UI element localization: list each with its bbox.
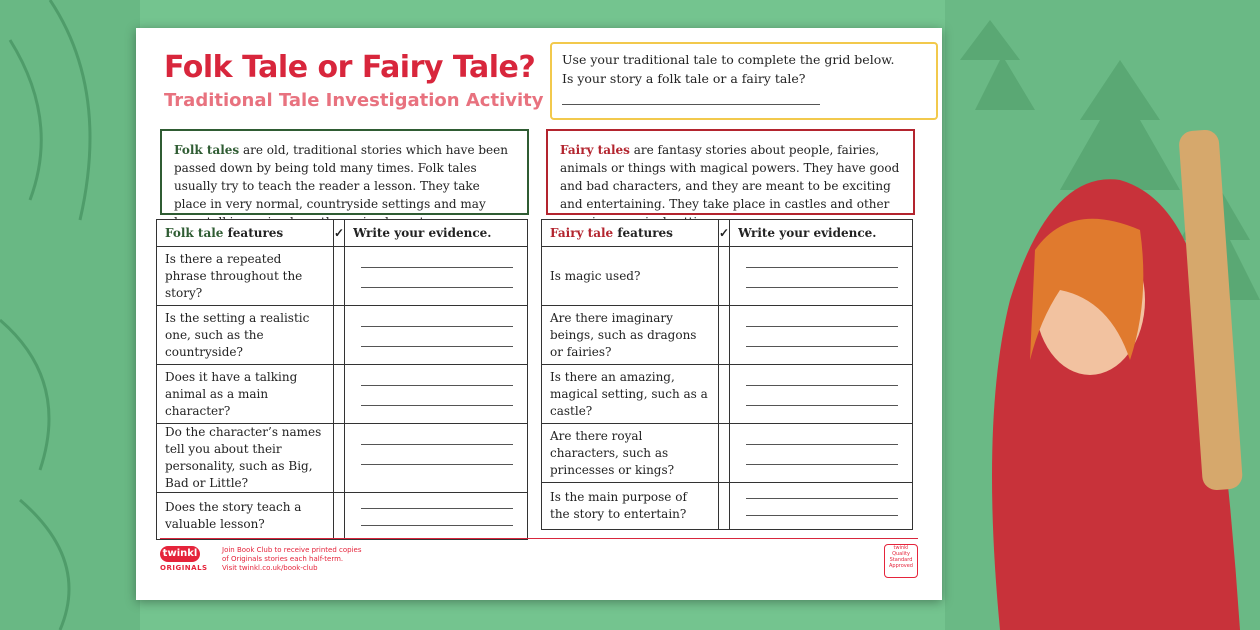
- tick-cell[interactable]: [719, 306, 730, 365]
- table-row: Is magic used?: [542, 247, 913, 306]
- fairy-tale-definition: [546, 129, 915, 215]
- evidence-cell[interactable]: [345, 493, 528, 540]
- table-row: Is the setting a realistic one, such as the countryside?: [157, 306, 528, 365]
- folk-tale-definition: [160, 129, 529, 215]
- table-row: Is there a repeated phrase throughout the story?: [157, 247, 528, 306]
- evidence-cell[interactable]: [730, 483, 913, 530]
- folk-tale-text: are old, traditional stories which have been passed down by being told many times. Folk tales usually try to teach the reader a lesson. They take place in very normal, countryside settings and may: [174, 143, 508, 211]
- tick-cell[interactable]: [719, 365, 730, 424]
- evidence-cell[interactable]: [730, 365, 913, 424]
- evidence-cell[interactable]: [730, 424, 913, 483]
- fairy-feature-header: Fairy tale features: [542, 220, 719, 247]
- page-title: Folk Tale or Fairy Tale?: [164, 50, 536, 85]
- tick-cell[interactable]: [719, 483, 730, 530]
- folk-tale-term: Folk tales: [174, 143, 240, 157]
- page-subtitle: Traditional Tale Investigation Activity: [164, 90, 544, 111]
- evidence-cell[interactable]: [345, 247, 528, 306]
- quality-badge: twinkl Quality Standard Approved: [884, 544, 918, 578]
- tick-cell[interactable]: [334, 493, 345, 540]
- instructions-line-1: Use your traditional tale to complete the grid below.: [562, 52, 895, 67]
- evidence-cell[interactable]: [345, 306, 528, 365]
- table-row: Is there an amazing, magical setting, such as a castle?: [542, 365, 913, 424]
- fairy-tale-text: are fantasy stories about people, fairies, animals or things with magical powers. They have good and bad characters, and they are meant to be exciting and entertaining. They take place in castles and other: [560, 143, 900, 211]
- table-row: Do the character’s names tell you about their personality, such as Big, Bad or Little?: [157, 424, 528, 493]
- fairy-tick-header: ✓: [719, 220, 730, 247]
- tick-cell[interactable]: [334, 247, 345, 306]
- evidence-cell[interactable]: [730, 306, 913, 365]
- worksheet: [136, 28, 942, 600]
- fairy-evidence-header: Write your evidence.: [730, 220, 913, 247]
- table-row: Does the story teach a valuable lesson?: [157, 493, 528, 540]
- tick-cell[interactable]: [334, 424, 345, 493]
- folk-tale-table: [156, 219, 528, 540]
- tick-cell[interactable]: [334, 365, 345, 424]
- evidence-cell[interactable]: [345, 365, 528, 424]
- folk-evidence-header: Write your evidence.: [345, 220, 528, 247]
- twinkl-originals-logo: twinkl ORIGINALS: [160, 548, 208, 572]
- table-row: Are there royal characters, such as princesses or kings?: [542, 424, 913, 483]
- evidence-cell[interactable]: [345, 424, 528, 493]
- evidence-cell[interactable]: [730, 247, 913, 306]
- table-row: Is the main purpose of the story to entertain?: [542, 483, 913, 530]
- instructions-line-2: Is your story a folk tale or a fairy tale?: [562, 71, 806, 86]
- table-row: Are there imaginary beings, such as dragons or fairies?: [542, 306, 913, 365]
- tick-cell[interactable]: [334, 306, 345, 365]
- instructions-box: [550, 42, 938, 120]
- table-row: Does it have a talking animal as a main character?: [157, 365, 528, 424]
- book-club-note: Join Book Club to receive printed copies of Originals stories each half-term. Visit twinkl.co.uk/book-club: [222, 546, 362, 572]
- fairy-tale-term: Fairy tales: [560, 143, 630, 157]
- folk-tick-header: ✓: [334, 220, 345, 247]
- answer-line[interactable]: [562, 104, 820, 105]
- folk-feature-header: Folk tale features: [157, 220, 334, 247]
- fairy-tale-table: [541, 219, 913, 530]
- tick-cell[interactable]: [719, 424, 730, 483]
- footer-divider: [160, 538, 918, 539]
- tick-cell[interactable]: [719, 247, 730, 306]
